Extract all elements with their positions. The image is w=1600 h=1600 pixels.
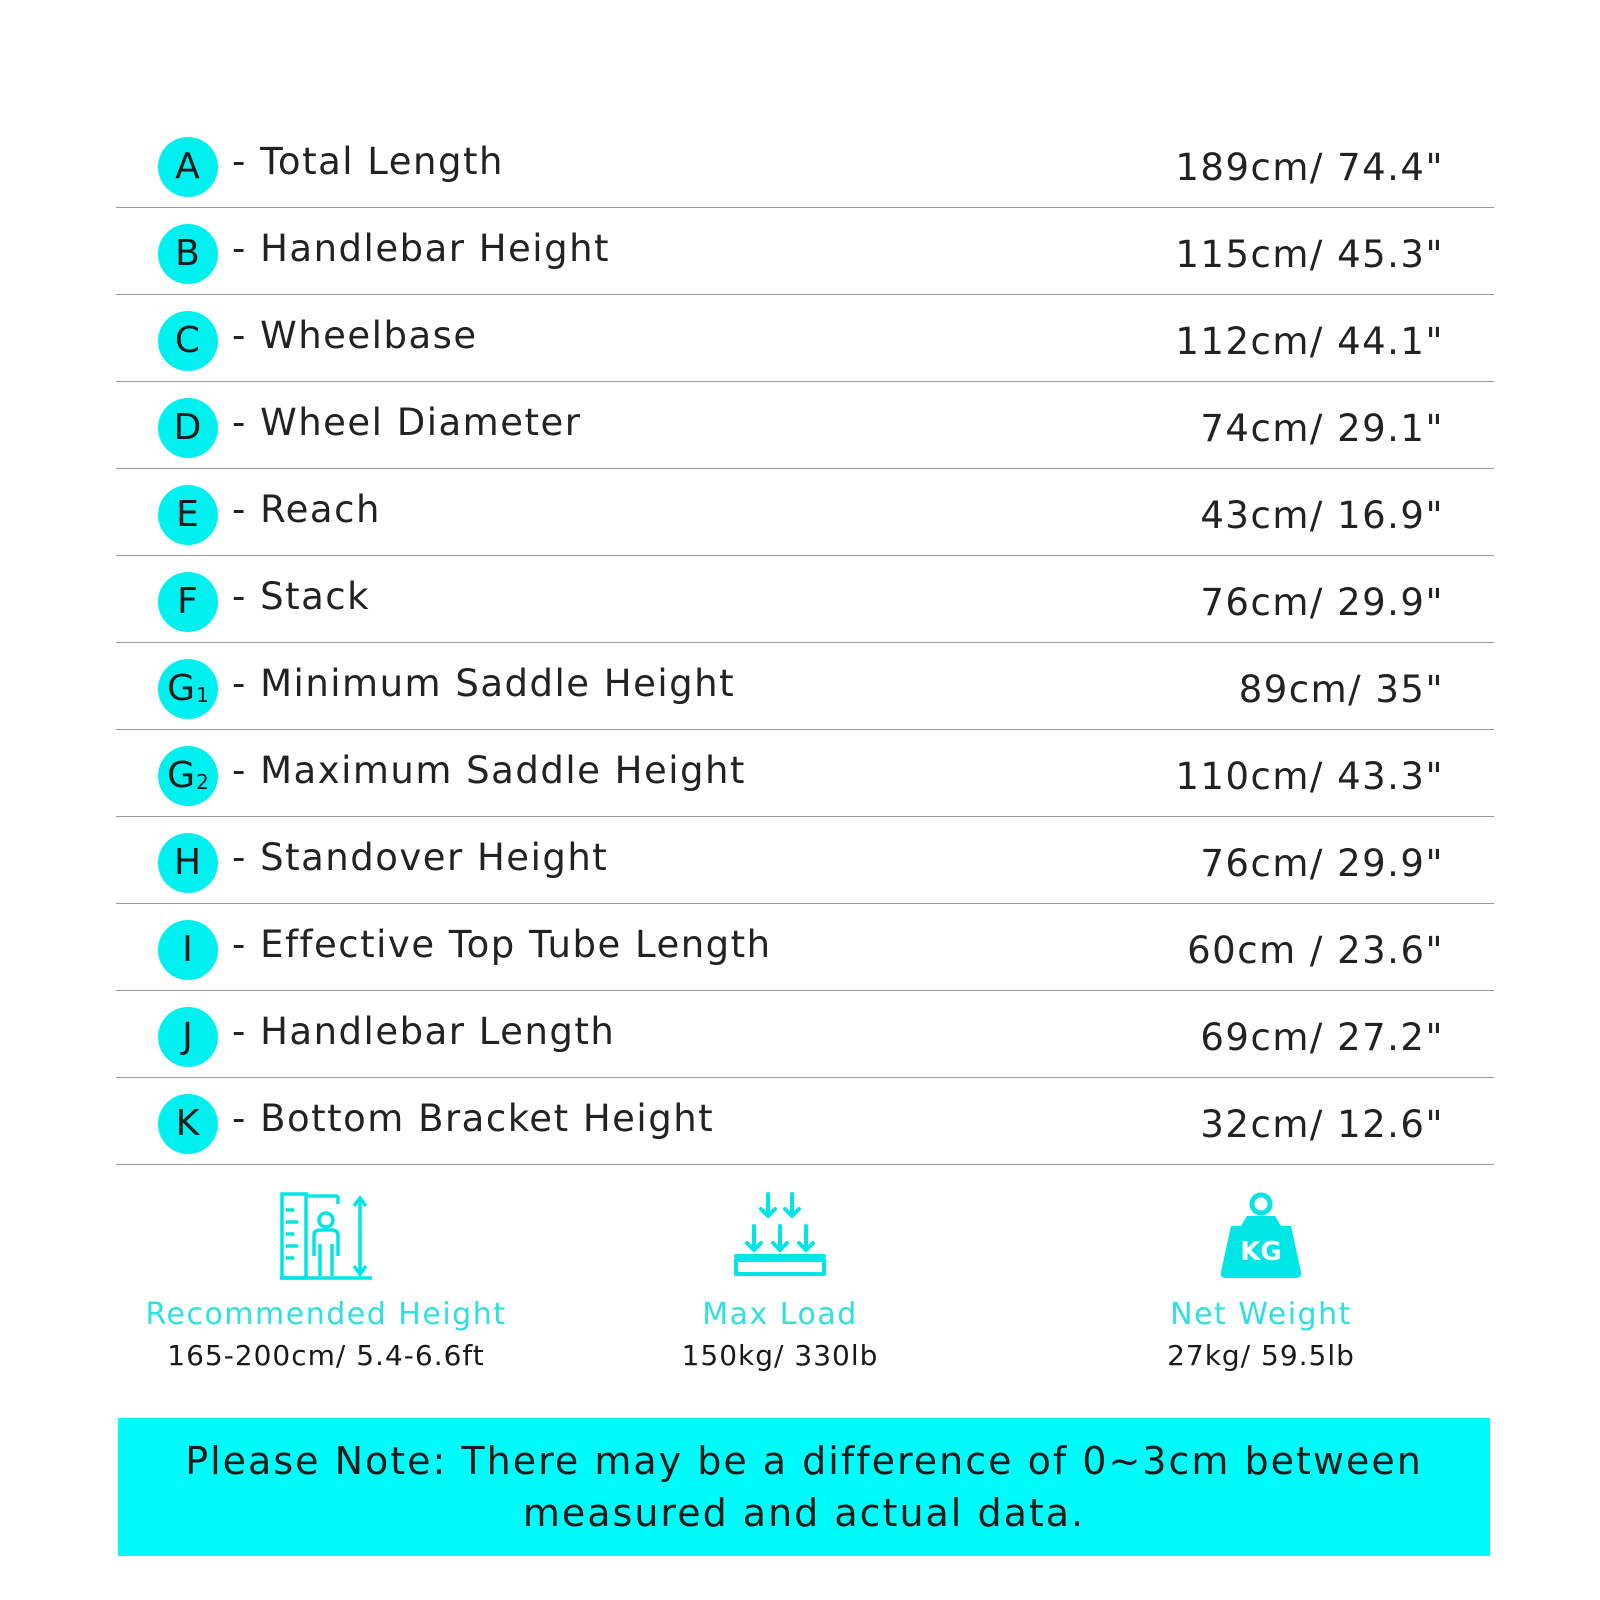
letter-badge	[158, 1007, 218, 1067]
spec-value: 76cm/ 29.9"	[1200, 842, 1444, 885]
spec-value: 112cm/ 44.1"	[1175, 320, 1444, 363]
spec-row	[116, 121, 1494, 208]
letter-badge	[158, 137, 218, 197]
spec-value: 110cm/ 43.3"	[1175, 755, 1444, 798]
spec-label: - Minimum Saddle Height	[232, 662, 736, 705]
spec-row	[116, 643, 1494, 730]
spec-value: 43cm/ 16.9"	[1200, 494, 1444, 537]
spec-value: 32cm/ 12.6"	[1200, 1103, 1444, 1146]
spec-row	[116, 556, 1494, 643]
spec-row	[116, 469, 1494, 556]
badge-letter: I	[182, 929, 193, 970]
spec-value: 76cm/ 29.9"	[1200, 581, 1444, 624]
note-banner	[118, 1418, 1490, 1556]
badge-letter: C	[174, 320, 201, 361]
badge-letter: G	[167, 668, 196, 709]
stat-recommended-height	[116, 1190, 536, 1374]
badge-subscript: 1	[196, 683, 209, 707]
letter-badge	[158, 833, 218, 893]
height-measure-icon	[276, 1190, 376, 1282]
spec-value: 69cm/ 27.2"	[1200, 1016, 1444, 1059]
badge-letter: D	[173, 407, 202, 448]
spec-table	[116, 121, 1494, 1165]
spec-row	[116, 991, 1494, 1078]
kg-weight-icon	[1211, 1190, 1311, 1282]
letter-badge	[158, 920, 218, 980]
letter-badge	[158, 398, 218, 458]
letter-badge	[158, 746, 218, 806]
stat-value: 27kg/ 59.5lb	[1167, 1339, 1355, 1372]
badge-letter: F	[177, 581, 198, 622]
badge-letter: A	[175, 146, 200, 187]
letter-badge	[158, 1094, 218, 1154]
stat-value: 165-200cm/ 5.4-6.6ft	[167, 1339, 485, 1372]
stat-label: Recommended Height	[145, 1297, 507, 1332]
badge-subscript: 2	[196, 770, 209, 794]
spec-label: - Reach	[232, 488, 381, 531]
spec-value: 89cm/ 35"	[1238, 668, 1444, 711]
letter-badge	[158, 311, 218, 371]
spec-value: 74cm/ 29.1"	[1200, 407, 1444, 450]
spec-row	[116, 817, 1494, 904]
spec-row	[116, 730, 1494, 817]
badge-letter: E	[176, 494, 199, 535]
spec-label: - Bottom Bracket Height	[232, 1097, 715, 1140]
spec-value: 60cm / 23.6"	[1187, 929, 1444, 972]
letter-badge	[158, 485, 218, 545]
stats-section	[116, 1190, 1494, 1390]
stat-label: Max Load	[702, 1297, 858, 1332]
max-load-arrows-icon	[730, 1190, 830, 1282]
letter-badge	[158, 572, 218, 632]
letter-badge	[158, 659, 218, 719]
spec-row	[116, 1078, 1494, 1165]
badge-letter: B	[175, 233, 200, 274]
spec-label: - Total Length	[232, 140, 504, 183]
stat-value: 150kg/ 330lb	[681, 1339, 879, 1372]
stat-label: Net Weight	[1170, 1297, 1352, 1332]
spec-row	[116, 208, 1494, 295]
spec-label: - Stack	[232, 575, 371, 618]
kg-icon-text: KG	[1240, 1237, 1282, 1267]
spec-label: - Wheel Diameter	[232, 401, 582, 444]
spec-value: 189cm/ 74.4"	[1175, 146, 1444, 189]
badge-letter: K	[175, 1103, 200, 1144]
spec-label: - Wheelbase	[232, 314, 478, 357]
stat-max-load	[570, 1190, 990, 1374]
stat-net-weight	[1051, 1190, 1471, 1374]
spec-label: - Handlebar Length	[232, 1010, 616, 1053]
spec-label: - Standover Height	[232, 836, 609, 879]
spec-row	[116, 382, 1494, 469]
badge-letter: G	[167, 755, 196, 796]
letter-badge	[158, 224, 218, 284]
badge-letter: J	[182, 1016, 193, 1057]
spec-value: 115cm/ 45.3"	[1175, 233, 1444, 276]
spec-label: - Effective Top Tube Length	[232, 923, 772, 966]
note-text: Please Note: There may be a difference of 0~3cm between measured and actual data.	[185, 1439, 1423, 1535]
badge-letter: H	[173, 842, 202, 883]
spec-row	[116, 295, 1494, 382]
spec-label: - Handlebar Height	[232, 227, 611, 270]
spec-label: - Maximum Saddle Height	[232, 749, 746, 792]
spec-row	[116, 904, 1494, 991]
